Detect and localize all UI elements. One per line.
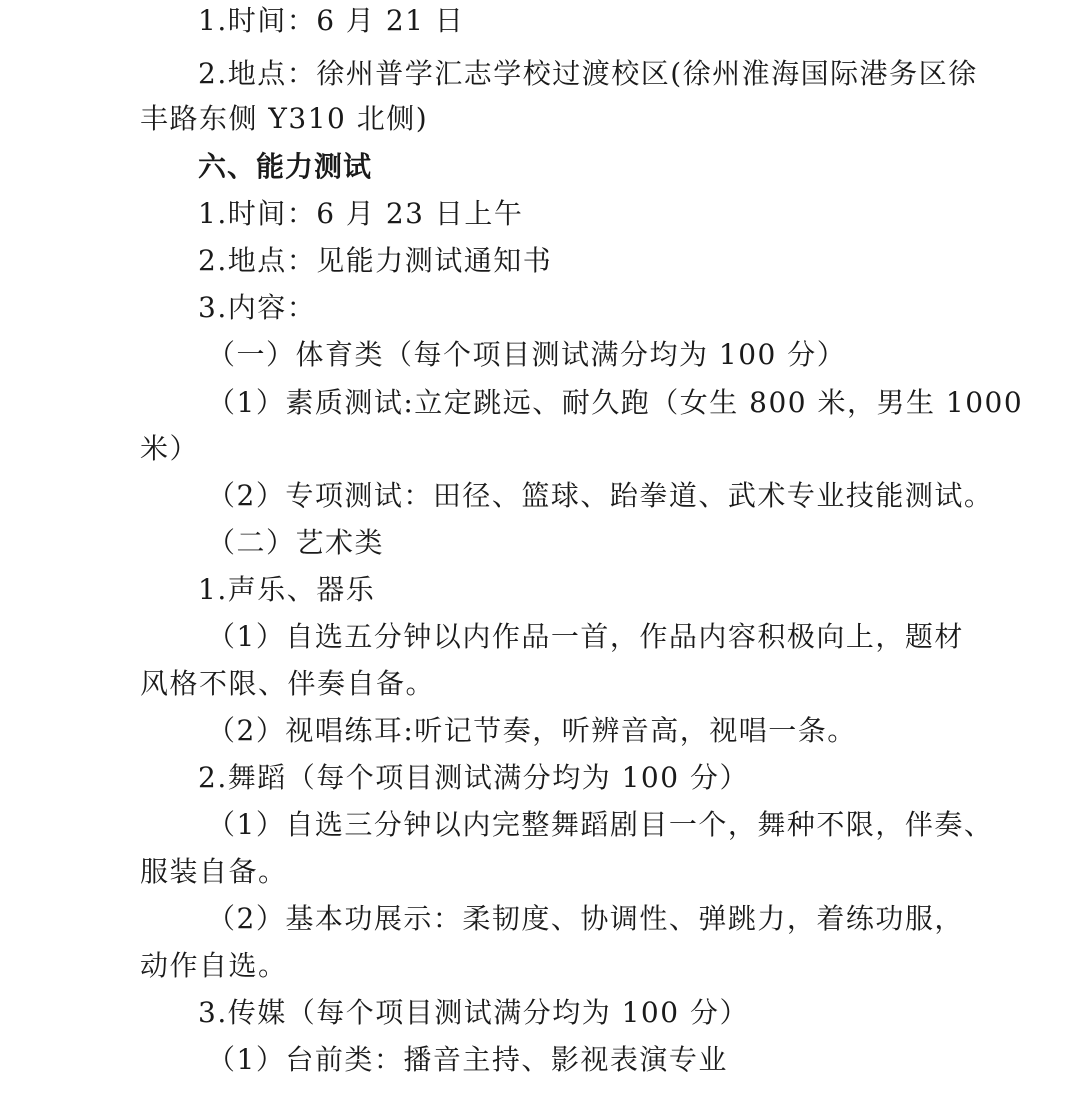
- media-item-1: （1）台前类：播音主持、影视表演专业: [207, 1043, 728, 1076]
- fitness-test-line: （1）素质测试:立定跳远、耐久跑（女生 800 米，男生 1000: [207, 386, 1024, 419]
- dance-item-2: （2）基本功展示：柔韧度、协调性、弹跳力，着练功服，: [207, 902, 964, 935]
- schedule-time-line: 1.时间：6 月 21 日: [198, 4, 465, 37]
- dance-item-2-continued: 动作自选。: [140, 949, 288, 982]
- specialty-test-line: （2）专项测试：田径、篮球、跆拳道、武术专业技能测试。: [207, 479, 994, 512]
- dance-item-1-continued: 服装自备。: [140, 855, 288, 888]
- dance-subheading: 2.舞蹈（每个项目测试满分均为 100 分）: [198, 761, 749, 794]
- sports-category-heading: （一）体育类（每个项目测试满分均为 100 分）: [207, 338, 847, 371]
- music-item-1-continued: 风格不限、伴奏自备。: [140, 667, 436, 700]
- fitness-test-continued: 米）: [140, 432, 200, 465]
- test-time-line: 1.时间：6 月 23 日上午: [198, 197, 524, 230]
- music-subheading: 1.声乐、器乐: [198, 573, 376, 606]
- schedule-location-line: 2.地点：徐州普学汇志学校过渡校区(徐州淮海国际港务区徐: [198, 57, 978, 90]
- dance-item-1: （1）自选三分钟以内完整舞蹈剧目一个，舞种不限，伴奏、: [207, 808, 994, 841]
- arts-category-heading: （二）艺术类: [207, 526, 385, 559]
- music-item-1: （1）自选五分钟以内作品一首，作品内容积极向上，题材: [207, 620, 964, 653]
- test-location-line: 2.地点：见能力测试通知书: [198, 244, 553, 277]
- test-content-label: 3.内容：: [198, 291, 317, 324]
- schedule-location-continued: 丰路东侧 Y310 北侧): [140, 102, 429, 135]
- media-subheading: 3.传媒（每个项目测试满分均为 100 分）: [198, 996, 749, 1029]
- music-item-2: （2）视唱练耳:听记节奏，听辨音高，视唱一条。: [207, 714, 857, 747]
- section-heading: 六、能力测试: [198, 150, 373, 183]
